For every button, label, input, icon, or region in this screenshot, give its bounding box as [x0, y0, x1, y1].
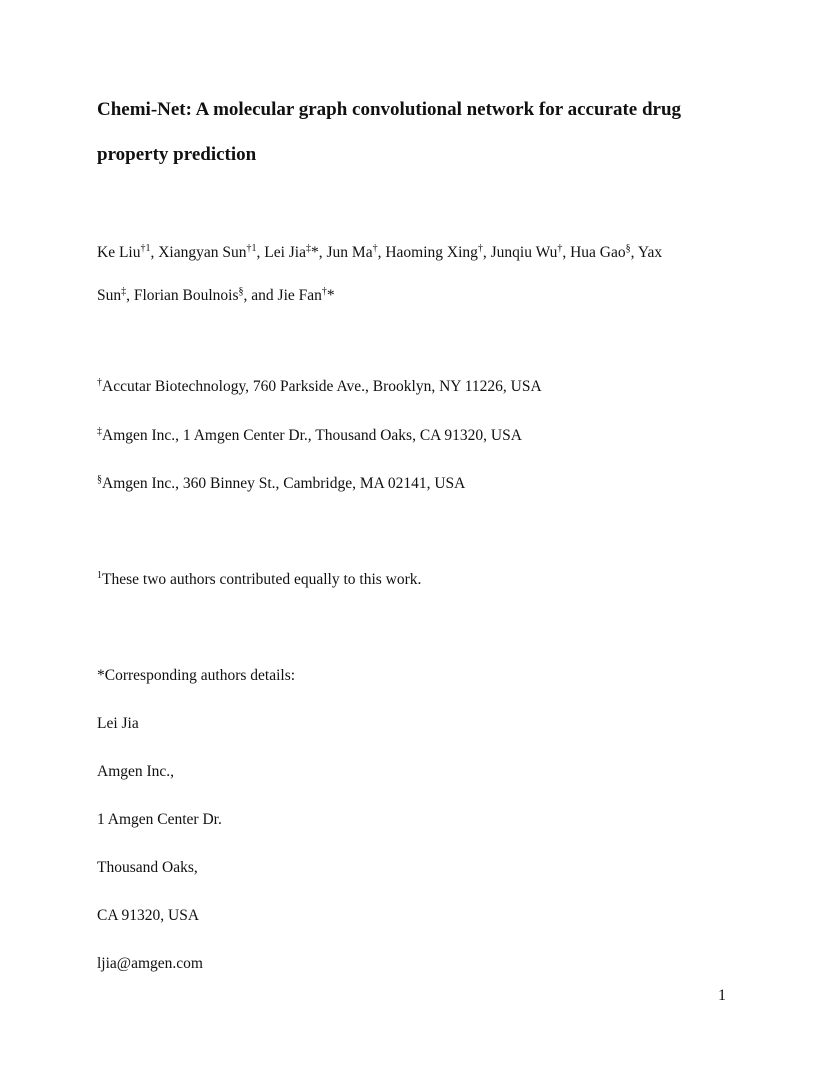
affiliation-text: Amgen Inc., 360 Binney St., Cambridge, MA 02141, USA [102, 475, 466, 492]
corresponding-org: Amgen Inc., [97, 763, 175, 780]
author-affiliation-mark: †1 [140, 243, 151, 254]
paper-title-line-1: Chemi-Net: A molecular graph convolutional network for accurate drug [97, 99, 682, 120]
author-name: Jie Fan [277, 287, 322, 304]
author-affiliation-mark: †1 [246, 243, 257, 254]
corresponding-zip: CA 91320, USA [97, 907, 200, 924]
author-affiliation-mark: ‡ [306, 243, 311, 254]
author-name: Jun Ma [326, 244, 373, 261]
author-list-line-2 [97, 286, 335, 306]
author-name: Florian Boulnois [133, 287, 239, 304]
author-separator: , [256, 244, 265, 261]
corresponding-street: 1 Amgen Center Dr. [97, 811, 222, 828]
author-name-part: Yax [637, 244, 663, 261]
author-name: Hua Gao [570, 244, 626, 261]
paper-title-line-2: property prediction [97, 144, 257, 165]
author-name: Junqiu Wu [490, 244, 558, 261]
author-separator: , [126, 287, 134, 304]
author-separator: , [562, 244, 571, 261]
equal-contribution-note [97, 570, 421, 590]
footnote-text: These two authors contributed equally to this work. [102, 571, 422, 588]
author-affiliation-mark: ‡ [121, 286, 127, 297]
author-name: Xiangyan Sun [158, 244, 247, 261]
corresponding-city: Thousand Oaks, [97, 859, 198, 876]
affiliation-symbol: † [97, 377, 102, 388]
corresponding-heading: *Corresponding authors details: [97, 667, 296, 684]
author-name-part: Sun [97, 287, 122, 304]
author-list-line-1 [97, 243, 662, 263]
page-number: 1 [718, 987, 726, 1004]
author-separator: , and [243, 287, 278, 304]
author-name: Lei Jia [264, 244, 306, 261]
author-separator: , [318, 244, 327, 261]
author-name: Haoming Xing [385, 244, 478, 261]
corresponding-mark: * [326, 287, 335, 304]
author-separator: , [630, 244, 638, 261]
author-affiliation-mark: § [625, 243, 631, 254]
author-affiliation-mark: † [372, 243, 378, 254]
author-separator: , [150, 244, 159, 261]
affiliation-amgen-thousand-oaks [97, 426, 522, 446]
author-affiliation-mark: † [477, 243, 483, 254]
corresponding-name: Lei Jia [97, 715, 139, 732]
affiliation-symbol: ‡ [97, 426, 102, 437]
affiliation-accutar [97, 377, 542, 397]
affiliation-symbol: § [97, 474, 102, 485]
author-separator: , [482, 244, 491, 261]
author-affiliation-mark: † [321, 286, 327, 297]
corresponding-mark: * [311, 244, 319, 261]
author-name: Ke Liu [97, 244, 141, 261]
affiliation-text: Accutar Biotechnology, 760 Parkside Ave., Brooklyn, NY 11226, USA [102, 378, 542, 395]
corresponding-email[interactable]: ljia@amgen.com [97, 955, 203, 972]
affiliation-amgen-cambridge [97, 474, 465, 494]
footnote-symbol: 1 [97, 570, 102, 581]
affiliation-text: Amgen Inc., 1 Amgen Center Dr., Thousand Oaks, CA 91320, USA [102, 427, 522, 444]
author-affiliation-mark: § [238, 286, 244, 297]
author-separator: , [377, 244, 386, 261]
author-affiliation-mark: † [557, 243, 563, 254]
